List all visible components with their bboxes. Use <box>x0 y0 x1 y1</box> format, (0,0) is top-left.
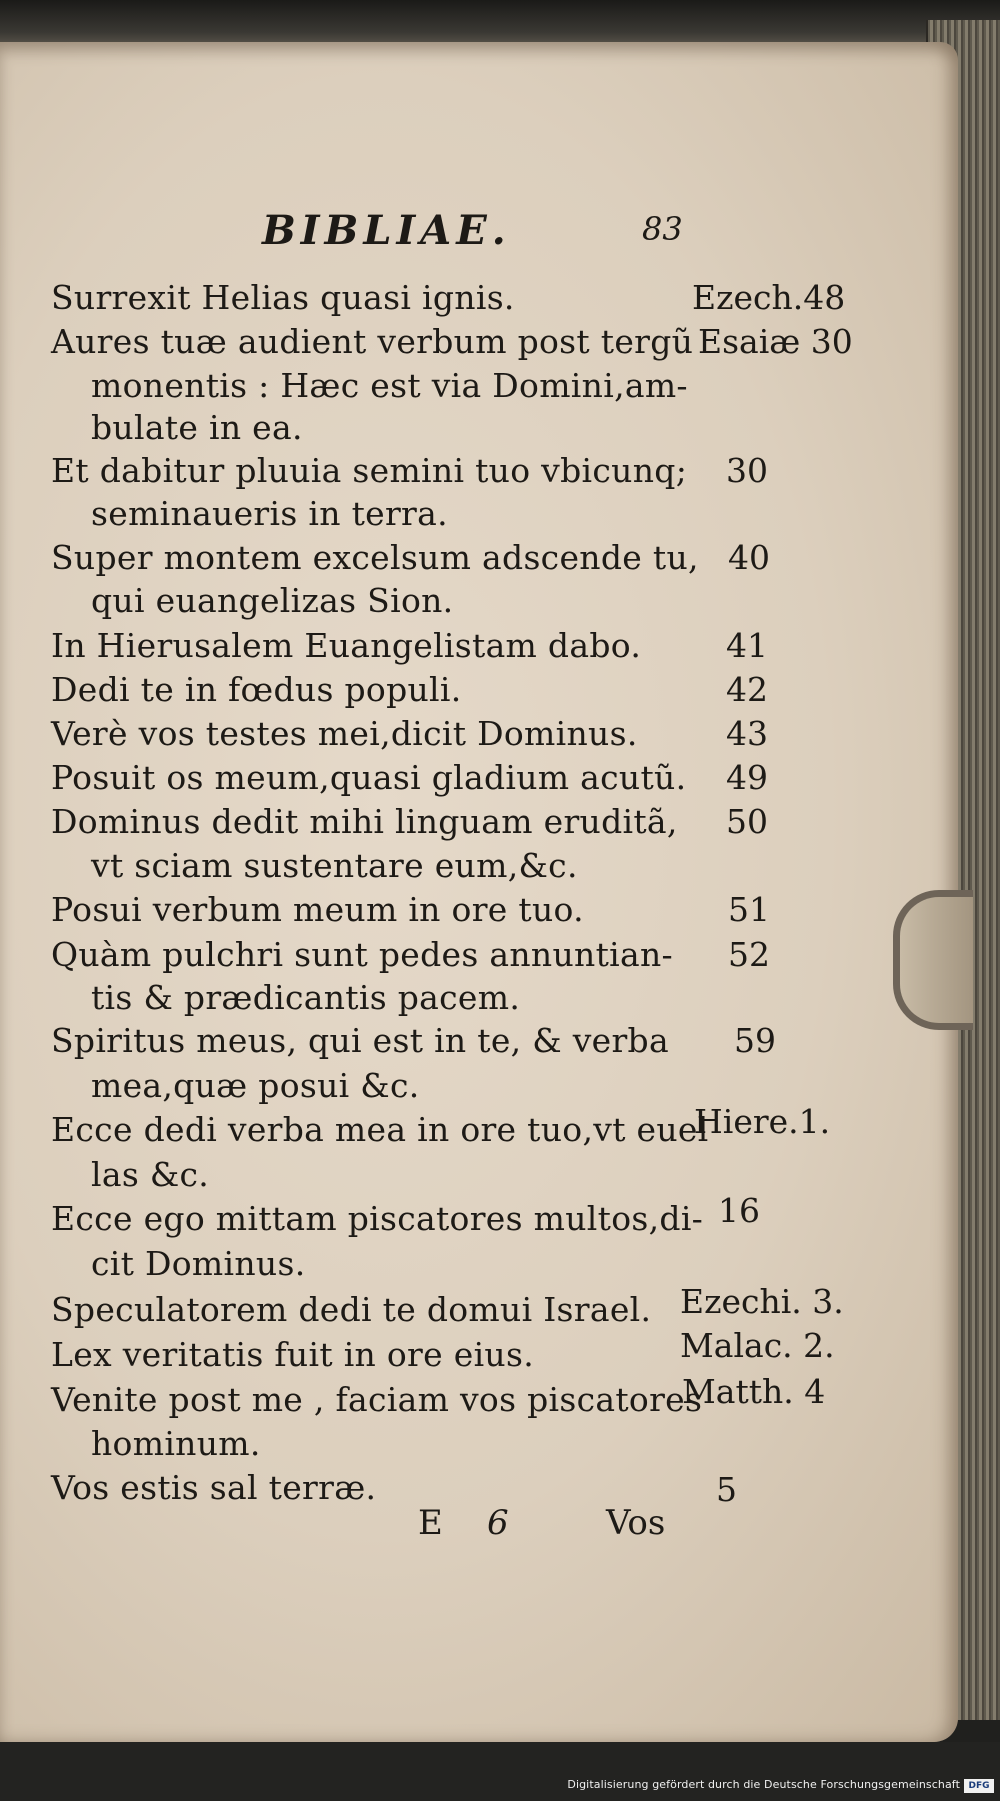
entry-reference: 42 <box>726 670 768 709</box>
signature-number: 6 <box>487 1503 509 1543</box>
entry-reference: Matth. 4 <box>682 1372 826 1411</box>
entry-line: Verè vos testes mei,dicit Dominus. <box>51 714 638 753</box>
entry-reference: 59 <box>734 1021 776 1060</box>
entry-line: Spiritus meus, qui est in te, & verba <box>51 1021 669 1060</box>
entry-line: Et dabitur pluuia semini tuo vbicunq; <box>51 451 688 490</box>
entry-reference: 43 <box>726 714 768 753</box>
entry-line: Posuit os meum,quasi gladium acutũ. <box>51 758 687 797</box>
entry-line: mea,quæ posui &c. <box>91 1066 420 1105</box>
entry-line: vt sciam sustentare eum,&c. <box>91 846 578 885</box>
entry-reference: Hiere.1. <box>694 1102 831 1141</box>
entry-line: Vos estis sal terræ. <box>51 1468 377 1507</box>
digitization-credit: Digitalisierung gefördert durch die Deutsche Forschungsgemeinschaft <box>567 1778 960 1791</box>
entry-line: Quàm pulchri sunt pedes annuntian- <box>51 935 673 974</box>
book-clasp <box>893 890 973 1030</box>
entry-line: Dedi te in fœdus populi. <box>51 670 462 709</box>
entry-line: Super montem excelsum adscende tu, <box>51 538 699 577</box>
entry-reference: 52 <box>728 935 770 974</box>
entry-reference: 30 <box>726 451 768 490</box>
entry-line: Aures tuæ audient verbum post tergũ <box>51 322 694 361</box>
entry-line: seminaueris in terra. <box>91 494 448 533</box>
entry-reference: 16 <box>718 1191 760 1230</box>
entry-line: qui euangelizas Sion. <box>91 581 454 620</box>
entry-reference: 50 <box>726 802 768 841</box>
entry-line: Ecce ego mittam piscatores multos,di- <box>51 1199 704 1238</box>
entry-line: Dominus dedit mihi linguam eruditã, <box>51 802 678 841</box>
running-title: BIBLIAE. <box>262 207 511 254</box>
entry-line: cit Dominus. <box>91 1244 306 1283</box>
entry-reference: Malac. 2. <box>680 1326 835 1365</box>
entry-reference: Esaiæ 30 <box>698 322 853 361</box>
entry-reference: Ezech.48 <box>692 278 846 317</box>
bottom-background <box>0 1742 1000 1801</box>
entry-reference: Ezechi. 3. <box>680 1282 844 1321</box>
entry-line: hominum. <box>91 1424 261 1463</box>
entry-reference: 49 <box>726 758 768 797</box>
entry-reference: 41 <box>726 626 768 665</box>
entry-line: Ecce dedi verba mea in ore tuo,vt euel <box>51 1110 709 1149</box>
entry-line: In Hierusalem Euangelistam dabo. <box>51 626 642 665</box>
catchword: Vos <box>606 1503 666 1543</box>
page-number: 83 <box>642 210 683 248</box>
entry-line: las &c. <box>91 1155 210 1194</box>
entry-reference: 40 <box>728 538 770 577</box>
entry-line: bulate in ea. <box>91 408 303 447</box>
entry-line: tis & prædicantis pacem. <box>91 978 521 1017</box>
entry-reference: 51 <box>728 890 770 929</box>
entry-line: Lex veritatis fuit in ore eius. <box>51 1335 535 1374</box>
entry-line: monentis : Hæc est via Domini,am- <box>91 366 688 405</box>
dfg-logo: DFG <box>964 1779 994 1793</box>
entry-line: Surrexit Helias quasi ignis. <box>51 278 515 317</box>
top-background <box>0 0 1000 46</box>
entry-reference: 5 <box>716 1470 737 1509</box>
signature-mark: E <box>418 1503 443 1543</box>
entry-line: Venite post me , faciam vos piscatores <box>51 1380 703 1419</box>
entry-line: Speculatorem dedi te domui Israel. <box>51 1290 652 1329</box>
entry-line: Posui verbum meum in ore tuo. <box>51 890 584 929</box>
